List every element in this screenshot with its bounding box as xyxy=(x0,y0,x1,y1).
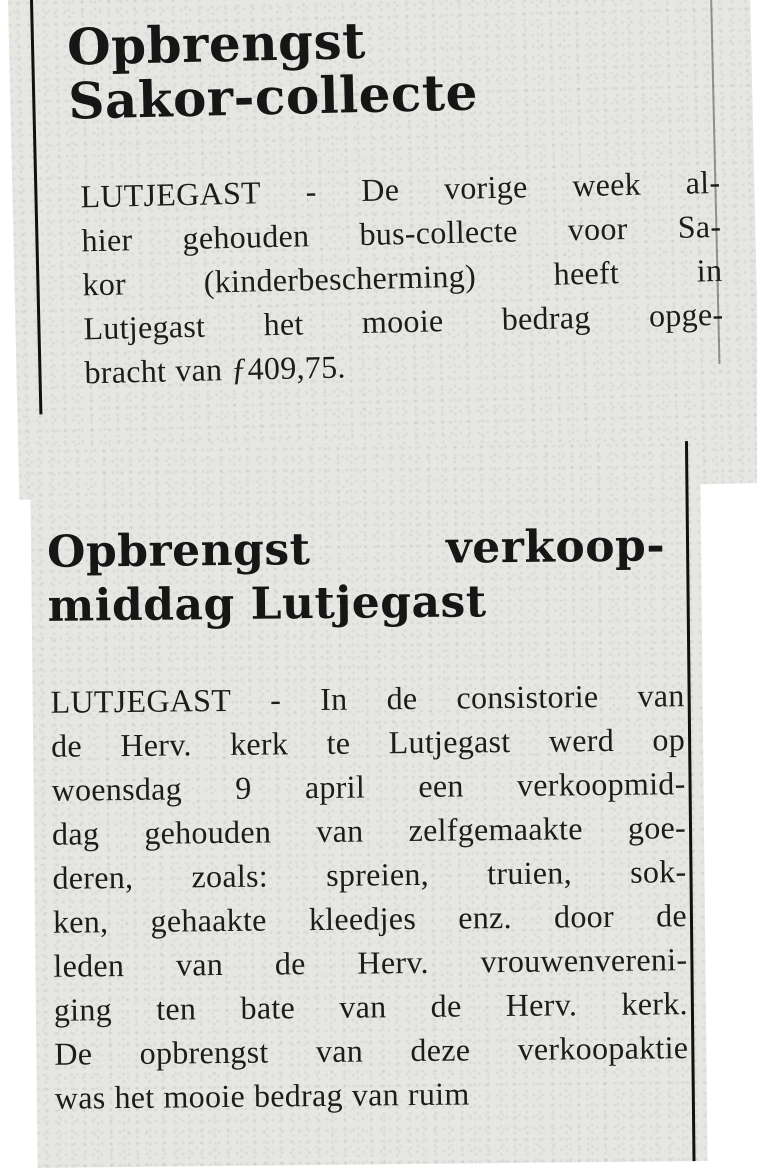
body-word: van xyxy=(174,351,223,389)
body-word: van xyxy=(339,988,387,1025)
body-word: bedrag xyxy=(501,298,592,337)
body-word: het xyxy=(263,305,304,343)
body-word: spreien, xyxy=(326,855,430,893)
body-word: al- xyxy=(685,163,721,201)
body-word: het xyxy=(114,1078,155,1116)
body-word: consistorie xyxy=(456,678,599,716)
body-word: was xyxy=(54,1079,106,1116)
body-word: heeft xyxy=(553,254,620,292)
body-word: de xyxy=(274,945,306,982)
body-word: ging xyxy=(53,991,113,1028)
body-word: LUTJEGAST xyxy=(50,681,232,720)
headline-word: middag xyxy=(47,578,235,632)
article-headline xyxy=(47,519,688,634)
body-word: werd xyxy=(548,721,615,759)
body-word: de xyxy=(655,897,688,934)
body-word: voor xyxy=(567,210,628,248)
body-word: van xyxy=(351,1076,400,1113)
body-word: Herv. xyxy=(505,986,578,1024)
body-word: de xyxy=(386,679,418,717)
body-word: Herv. xyxy=(357,943,429,981)
body-word: van xyxy=(316,812,364,850)
body-word: verkoopmid- xyxy=(516,765,686,803)
body-word: gehouden xyxy=(144,813,272,851)
body-word: de xyxy=(50,727,83,764)
headline-line xyxy=(47,573,688,634)
article-headline xyxy=(66,6,708,131)
body-line xyxy=(55,1069,689,1120)
column-rule xyxy=(30,0,42,414)
body-word: gehouden xyxy=(182,217,310,257)
article-body xyxy=(50,673,689,1120)
headline-word: Lutjegast xyxy=(250,576,487,630)
body-line xyxy=(52,849,686,900)
body-word: 9 xyxy=(235,769,252,806)
article-body xyxy=(80,160,725,394)
body-word: in xyxy=(696,251,723,289)
headline-line: Opbrengst xyxy=(66,10,367,77)
body-word: truien, xyxy=(486,854,573,892)
body-word: hier xyxy=(81,221,133,259)
body-word: mooie xyxy=(361,302,444,341)
body-word: zelfgemaakte xyxy=(408,810,583,849)
body-word: een xyxy=(418,767,464,804)
body-line xyxy=(54,981,688,1032)
body-line xyxy=(50,673,684,724)
body-word: kerk. xyxy=(621,985,688,1022)
body-word: zoals: xyxy=(191,857,269,895)
body-word: bracht xyxy=(84,352,167,391)
body-word: ruim xyxy=(407,1075,470,1113)
body-line xyxy=(52,805,686,856)
body-word: dag xyxy=(51,815,100,852)
body-word: enz. xyxy=(458,898,513,936)
body-word: De xyxy=(54,1035,93,1072)
body-word: kor xyxy=(82,265,127,303)
body-word: In xyxy=(320,680,348,717)
body-word: (kinderbescherming) xyxy=(203,257,477,300)
body-word: - xyxy=(270,681,282,718)
body-word: de xyxy=(430,987,462,1024)
body-word: van xyxy=(315,1032,364,1070)
body-word: LUTJEGAST xyxy=(80,174,262,215)
body-line xyxy=(51,717,685,768)
body-word: gehaakte xyxy=(150,901,267,939)
body-word: ken, xyxy=(52,903,109,940)
body-word: ten xyxy=(156,990,197,1027)
body-word: vrouwenvereni- xyxy=(480,941,688,980)
body-word: bus-collecte xyxy=(359,212,519,253)
headline-word: verkoop- xyxy=(445,520,666,574)
body-word: vorige xyxy=(443,168,528,207)
body-word: Sa- xyxy=(677,207,722,245)
body-word: april xyxy=(304,768,366,806)
body-word: De xyxy=(360,171,400,209)
article-clipping-sakor xyxy=(8,0,757,500)
body-word: van xyxy=(175,946,224,983)
body-word: opbrengst xyxy=(139,1033,269,1071)
body-word: door xyxy=(553,897,615,935)
body-word: verkoopaktie xyxy=(517,1029,689,1067)
body-word: sok- xyxy=(629,853,687,890)
body-word: Herv. xyxy=(120,726,192,764)
body-word: Lutjegast xyxy=(83,307,206,347)
headline-word: Opbrengst xyxy=(46,524,311,578)
body-line xyxy=(53,893,687,944)
body-word: woensdag xyxy=(51,770,183,808)
body-word: bate xyxy=(240,989,296,1026)
body-word: kerk xyxy=(229,725,289,762)
body-word: ƒ409,75. xyxy=(230,348,347,388)
body-word: goe- xyxy=(627,809,687,846)
body-line xyxy=(53,937,687,988)
body-word: Lutjegast xyxy=(388,722,511,761)
body-word: te xyxy=(326,724,351,761)
body-word: deren, xyxy=(52,858,134,896)
body-word: kleedjes xyxy=(308,899,417,938)
body-word: op xyxy=(652,721,686,758)
body-word: leden xyxy=(53,947,125,984)
body-word: week xyxy=(571,165,642,204)
article-clipping-verkoopmiddag xyxy=(30,441,708,1168)
body-word: van xyxy=(637,677,685,714)
headline-line xyxy=(47,519,666,579)
body-word: opge- xyxy=(648,295,724,334)
body-line xyxy=(54,1025,688,1076)
body-word: deze xyxy=(410,1031,471,1069)
body-word: - xyxy=(305,173,317,210)
headline-line: Sakor-collecte xyxy=(67,62,479,131)
body-line xyxy=(51,761,685,812)
body-word: bedrag xyxy=(253,1076,344,1114)
body-word: mooie xyxy=(163,1077,246,1115)
